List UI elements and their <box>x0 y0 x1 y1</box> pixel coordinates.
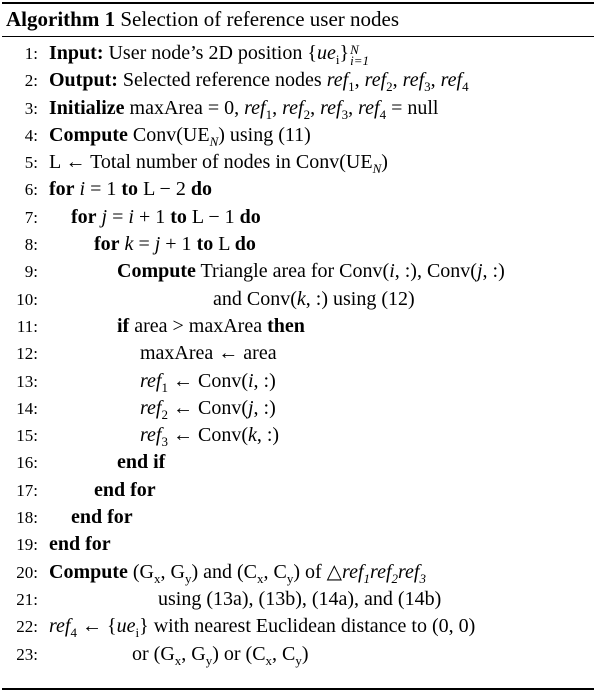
subscript: x <box>265 652 273 668</box>
algorithm-line <box>0 559 596 586</box>
line-text <box>117 449 165 476</box>
text: ) and (C <box>191 560 257 583</box>
subscript: 2 <box>391 570 399 586</box>
math-var: ref <box>364 69 387 92</box>
line-text <box>49 559 426 586</box>
algorithm-title: Selection of reference user nodes <box>120 7 400 31</box>
math-var: ref <box>370 560 392 583</box>
top-rule <box>2 2 594 4</box>
text: , G <box>160 560 185 583</box>
line-text <box>140 395 276 422</box>
math-var: ref <box>398 560 420 583</box>
math-var: j <box>476 260 483 283</box>
subscript: 1 <box>265 106 273 122</box>
keyword: Compute <box>49 560 128 583</box>
line-number: 21: <box>16 589 38 609</box>
text: area > maxArea <box>129 314 268 337</box>
math-var: ref <box>140 369 162 392</box>
text: + 1 <box>160 233 197 256</box>
subscript: x <box>257 570 264 586</box>
line-number: 18: <box>16 508 38 528</box>
math-var: ref <box>244 96 266 119</box>
line-number: 7: <box>24 207 38 227</box>
math-var: k <box>247 424 257 447</box>
line-number: 4: <box>24 125 38 145</box>
line-text <box>158 586 441 613</box>
line-number: 14: <box>16 398 38 418</box>
subscript: 3 <box>424 79 431 95</box>
keyword: end for <box>94 478 156 501</box>
text: using (13a), (13b), (14a), and (14b) <box>158 587 442 610</box>
subscript: 2 <box>161 406 168 422</box>
math-var: ref <box>358 96 380 119</box>
subscript: 4 <box>379 106 387 122</box>
line-number: 10: <box>16 289 38 309</box>
algorithm-line <box>0 258 596 285</box>
algorithm-line <box>0 449 596 476</box>
line-number: 11: <box>16 316 38 336</box>
text: = 1 <box>85 178 122 201</box>
keyword: to <box>196 233 214 256</box>
index-range: N i=1 <box>350 42 369 68</box>
text: , :), Conv( <box>394 260 477 283</box>
subscript: 3 <box>341 106 349 122</box>
math-var: ref <box>140 424 162 447</box>
math-var: ref <box>320 96 342 119</box>
line-text <box>140 368 276 395</box>
line-text <box>49 67 469 94</box>
line-text <box>94 477 156 504</box>
algorithm-line <box>0 231 596 258</box>
math-var: k <box>296 287 306 310</box>
text: = <box>133 233 155 256</box>
text: ) or (C <box>212 642 266 665</box>
text: } <box>339 42 350 64</box>
math-var: k <box>124 233 134 256</box>
keyword: Compute <box>117 260 196 283</box>
line-text <box>49 40 369 67</box>
text: , C <box>263 560 287 583</box>
line-text <box>49 613 475 640</box>
math-var: ref <box>282 96 304 119</box>
algorithm-line <box>0 368 596 395</box>
text: , <box>272 96 283 119</box>
line-text <box>132 641 309 668</box>
math-var: ref <box>49 615 71 638</box>
line-text <box>49 149 388 176</box>
line-text <box>94 231 256 258</box>
subscript: 1 <box>363 570 371 586</box>
algorithm-line <box>0 313 596 340</box>
text: L <box>213 233 235 256</box>
algorithm-line <box>0 422 596 449</box>
text: ) of △ <box>293 560 343 583</box>
text: , G <box>181 642 206 665</box>
line-text <box>71 504 133 531</box>
text: (G <box>127 560 154 583</box>
text: , :) using (12) <box>305 287 415 310</box>
subscript: 3 <box>419 570 426 586</box>
math-var: i <box>128 205 134 228</box>
keyword: Input: <box>49 42 104 64</box>
text: , <box>348 96 359 119</box>
text: and Conv( <box>213 287 297 310</box>
line-text <box>49 176 212 203</box>
math-var: i <box>247 369 254 392</box>
line-number: 1: <box>24 44 38 63</box>
text: L − 2 <box>138 178 191 201</box>
text: , :) <box>256 424 280 447</box>
text: = <box>107 205 129 228</box>
subscript: 2 <box>386 79 393 95</box>
line-text <box>49 95 438 122</box>
math-var: j <box>154 233 161 256</box>
algorithm-line <box>0 204 596 231</box>
text: } with nearest Euclidean distance to (0, 0) <box>139 615 476 638</box>
math-var: i <box>389 260 395 283</box>
subscript: 2 <box>303 106 311 122</box>
subscript: i <box>135 625 140 641</box>
keyword: do <box>239 205 261 228</box>
subscript: 4 <box>462 79 469 95</box>
keyword: end if <box>117 451 166 474</box>
keyword: if <box>117 314 130 337</box>
algorithm-line <box>0 95 596 122</box>
algorithm-body <box>0 40 596 668</box>
text: Triangle area for Conv( <box>195 260 390 283</box>
text: , :) <box>482 260 505 283</box>
text: ← { <box>76 615 117 638</box>
math-var: ue <box>116 615 136 638</box>
text: , <box>430 69 441 92</box>
keyword: end for <box>49 533 111 556</box>
text: ) <box>301 642 309 665</box>
subscript: y <box>205 652 213 668</box>
text: ) <box>381 151 388 174</box>
algorithm-line <box>0 149 596 176</box>
text: or (G <box>132 642 175 665</box>
text: ← Conv( <box>167 369 248 392</box>
algorithm-line <box>0 531 596 558</box>
text: ← Conv( <box>167 424 248 447</box>
line-number: 13: <box>16 371 38 391</box>
algorithm-line <box>0 477 596 504</box>
text: Selected reference nodes <box>117 69 327 92</box>
math-var: ref <box>342 560 364 583</box>
subscript: 4 <box>70 625 77 641</box>
math-var: i <box>79 178 86 201</box>
algorithm-label: Algorithm 1 <box>6 7 116 31</box>
subscript: N <box>372 161 382 177</box>
math-var: ref <box>326 69 349 92</box>
algorithm-line <box>0 67 596 94</box>
text: , <box>392 69 403 92</box>
keyword: Output: <box>49 69 118 92</box>
algorithm-line <box>0 286 596 313</box>
line-number: 20: <box>16 562 38 582</box>
math-var: j <box>247 396 254 419</box>
line-number: 8: <box>24 235 38 255</box>
keyword: for <box>94 233 120 256</box>
line-number: 17: <box>16 480 38 500</box>
subscript: 1 <box>348 79 355 95</box>
keyword: for <box>49 178 75 201</box>
keyword: end for <box>71 506 133 529</box>
algorithm-line <box>0 504 596 531</box>
line-number: 15: <box>16 426 38 446</box>
line-number: 5: <box>24 153 38 173</box>
keyword: to <box>121 178 139 201</box>
line-number: 9: <box>24 262 38 282</box>
line-number: 12: <box>16 344 38 364</box>
text: = null <box>386 96 439 119</box>
algorithm-line <box>0 395 596 422</box>
line-text <box>117 313 305 340</box>
algorithm-line <box>0 586 596 613</box>
subscript: x <box>174 652 182 668</box>
subscript: 1 <box>161 379 168 395</box>
bottom-rule <box>2 688 594 690</box>
line-number: 3: <box>24 98 38 118</box>
line-number: 19: <box>16 535 38 555</box>
subscript: y <box>295 652 302 668</box>
text: , :) <box>253 396 276 419</box>
text: maxArea = 0, <box>124 96 245 119</box>
line-number: 16: <box>16 453 38 473</box>
line-text <box>140 340 277 367</box>
line-text <box>49 531 111 558</box>
keyword: for <box>71 205 97 228</box>
keyword: do <box>190 178 212 201</box>
subscript: y <box>286 570 294 586</box>
line-text <box>71 204 261 231</box>
algorithm-line <box>0 122 596 149</box>
line-number: 2: <box>24 71 38 91</box>
text: ← Conv( <box>167 396 248 419</box>
text: L − 1 <box>186 205 240 228</box>
keyword: then <box>267 314 305 337</box>
line-text <box>213 286 415 313</box>
line-number: 22: <box>16 617 38 637</box>
subscript: y <box>184 570 192 586</box>
keyword: do <box>234 233 256 256</box>
math-var: ref <box>440 69 463 92</box>
subscript: N <box>209 133 219 149</box>
line-text <box>117 258 505 285</box>
math-var: ref <box>140 396 162 419</box>
subscript: i <box>335 52 340 67</box>
text: , :) <box>253 369 276 392</box>
math-var: ue <box>316 42 336 64</box>
text: L ← Total number of nodes in Conv(UE <box>49 151 373 174</box>
text: maxArea ← area <box>140 342 277 365</box>
subscript: 3 <box>161 434 168 450</box>
line-text <box>49 122 311 149</box>
text: ) using (11) <box>218 123 311 146</box>
math-var: ref <box>402 69 425 92</box>
keyword: to <box>170 205 187 228</box>
text: User node’s 2D position { <box>103 42 317 64</box>
text: , C <box>272 642 296 665</box>
keyword: Compute <box>49 123 128 146</box>
algorithm-line <box>0 641 596 668</box>
line-number: 23: <box>16 644 38 664</box>
text: , <box>310 96 321 119</box>
algorithm-line <box>0 340 596 367</box>
subscript: x <box>154 570 161 586</box>
algorithm-line <box>0 176 596 203</box>
keyword: Initialize <box>49 96 125 119</box>
text: , <box>354 69 365 92</box>
math-var: j <box>101 205 108 228</box>
algorithm-caption <box>6 5 399 33</box>
algorithm-line <box>0 613 596 640</box>
line-number: 6: <box>24 180 38 200</box>
text: Conv(UE <box>127 123 210 146</box>
line-text <box>140 422 279 449</box>
caption-rule <box>2 36 594 37</box>
text: + 1 <box>133 205 171 228</box>
algorithm-line <box>0 40 596 67</box>
